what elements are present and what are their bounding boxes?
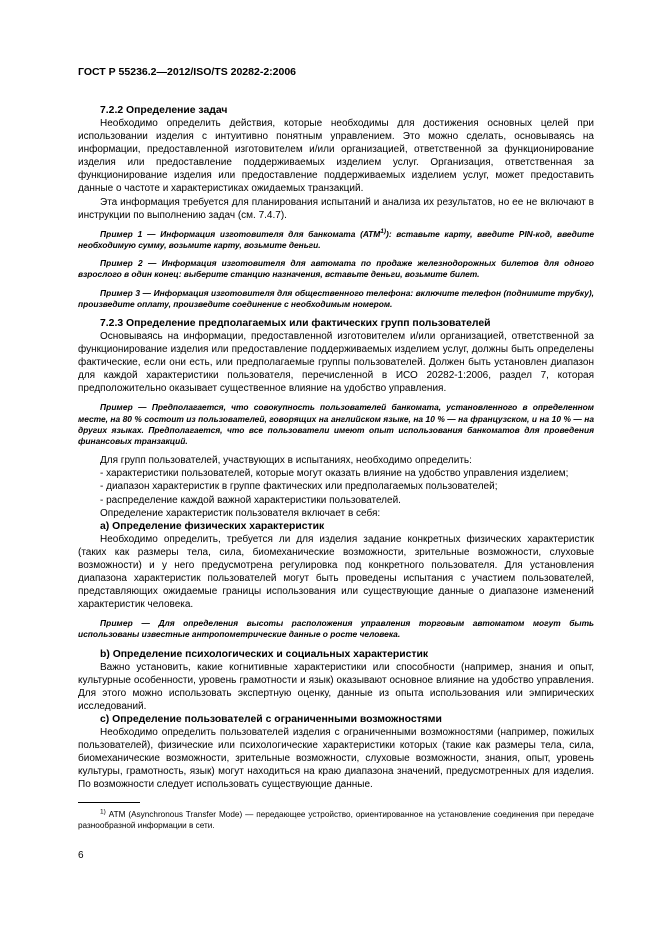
page-number: 6 [78, 850, 84, 861]
example: Пример — Для определения высоты расположения управления торговым автоматом могут быть использованы известные антропометрические данные о росте человека. [78, 618, 594, 640]
paragraph: Определение характеристик пользователя включает в себя: [100, 507, 381, 519]
subsection-a-heading: a) Определение физических характеристик [100, 520, 325, 532]
paragraph: Основываясь на информации, предоставленной изготовителем и/или организацией, ответственной за функционирование изделия или предоставление поддерживаемых изделием услуг, должны быть определены фактические, если они есть, или предполагаемые группы пользователей. Должен быть установлен диапазон для каждой характеристики пользователя, перечисленной в ИСО 20282-1:2006, раздел 7, которая предположительно оказывает существенное влияние на удобство управления. [78, 330, 594, 395]
footnote: $^{1)}$ АТМ (Asynchronous Transfer Mode) — передающее устройство, ориентированное на установление соединения при передаче разнообразной информации в сети. [78, 807, 594, 830]
document-header: ГОСТ Р 55236.2—2012/ISO/TS 20282-2:2006 [78, 66, 297, 78]
paragraph: Для групп пользователей, участвующих в испытаниях, необходимо определить: [100, 455, 472, 467]
example-2: Пример 2 — Информация изготовителя для автомата по продаже железнодорожных билетов для одного взрослого в один конец: выберите станцию назначения, вставьте деньги, возьмите билет. [78, 258, 594, 280]
example: Пример — Предполагается, что совокупность пользователей банкомата, установленного в определенном месте, на 80 % состоит из пользователей, говорящих на английском языке, на 10 % — на французском, и на 10 % — на других языках. Предполагается, что все пользователи имеют опыт использования банкоматов для проведения финансовых транзакций. [78, 402, 594, 447]
example-1: Пример 1 — Информация изготовителя для банкомата (АТМ$^{1)}$): вставьте карту, введите PIN-код, введите необходимую сумму, возьмите карту, возьмите деньги. [78, 227, 594, 250]
paragraph: Необходимо определить, требуется ли для изделия задание конкретных физических характеристик (таких как размеры тела, сила, биомеханические возможности, зрительные возможности, слуховые возможности) и у него предусмотрена регулировка под конкретного пользователя. Для установления диапазона характеристик пользователей могут быть проведены испытания с участием пользователей, представляющих ожидаемые границы использования или существующие данные о диапазоне изменений характеристик человека. [78, 533, 594, 611]
paragraph: Необходимо определить действия, которые необходимы для достижения основных целей при использовании изделия с интуитивно понятным управлением. Это можно сделать, основываясь на информации, предоставленной изготовителем и/или организацией, ответственной за функционирование изделия или предоставление поддерживаемых изделием услуг. Организация, ответственная за функционирование изделия или предоставление поддерживаемых изделием услуг, может предоставить данные о частоте и характеристиках ожидаемых транзакций. [78, 118, 594, 195]
subsection-b-heading: b) Определение психологических и социальных характеристик [100, 648, 429, 660]
example-3: Пример 3 — Информация изготовителя для общественного телефона: включите телефон (поднимите трубку), произведите оплату, произведите соединение с необходимым номером. [78, 287, 594, 309]
paragraph: Важно установить, какие когнитивные характеристики или способности (например, знания и опыт, культурные особенности, уровень грамотности и язык) оказывают основное влияние на удобство управления. Для этого можно использовать экспертную оценку, данные из опыта использования или эмпирических исследований. [78, 661, 594, 712]
document-page [78, 66, 594, 831]
section-7-2-2-heading: 7.2.2 Определение задач [100, 105, 228, 116]
subsection-c-heading: c) Определение пользователей с ограниченными возможностями [100, 714, 442, 726]
footnote-ref: 1) [380, 227, 387, 235]
section-7-2-3-heading: 7.2.3 Определение предполагаемых или фактических групп пользователей [100, 317, 491, 329]
list-item: - диапазон характеристик в группе фактических или предполагаемых пользователей; [100, 481, 498, 493]
list-item: - распределение каждой важной характеристики пользователей. [100, 494, 401, 506]
footnote-divider [78, 802, 140, 803]
paragraph: Необходимо определить пользователей изделия с ограниченными возможностями (например, пожилых пользователей), физические или психологические характеристики которых (такие как размеры тела, сила, биомеханические возможности, зрительные возможности, слуховые возможности, знания, опыт, уровень культуры, грамотность, язык) могут находиться на краю диапазона значений, предусмотренных для изделия. По возможности следует использовать существующие данные. [78, 727, 594, 791]
paragraph: Эта информация требуется для планирования испытаний и анализа их результатов, но ее не включают в инструкции по выполнению задач (см. 7.4.7). [78, 196, 594, 221]
list-item: - характеристики пользователей, которые могут оказать влияние на удобство управления изделием; [100, 468, 569, 480]
